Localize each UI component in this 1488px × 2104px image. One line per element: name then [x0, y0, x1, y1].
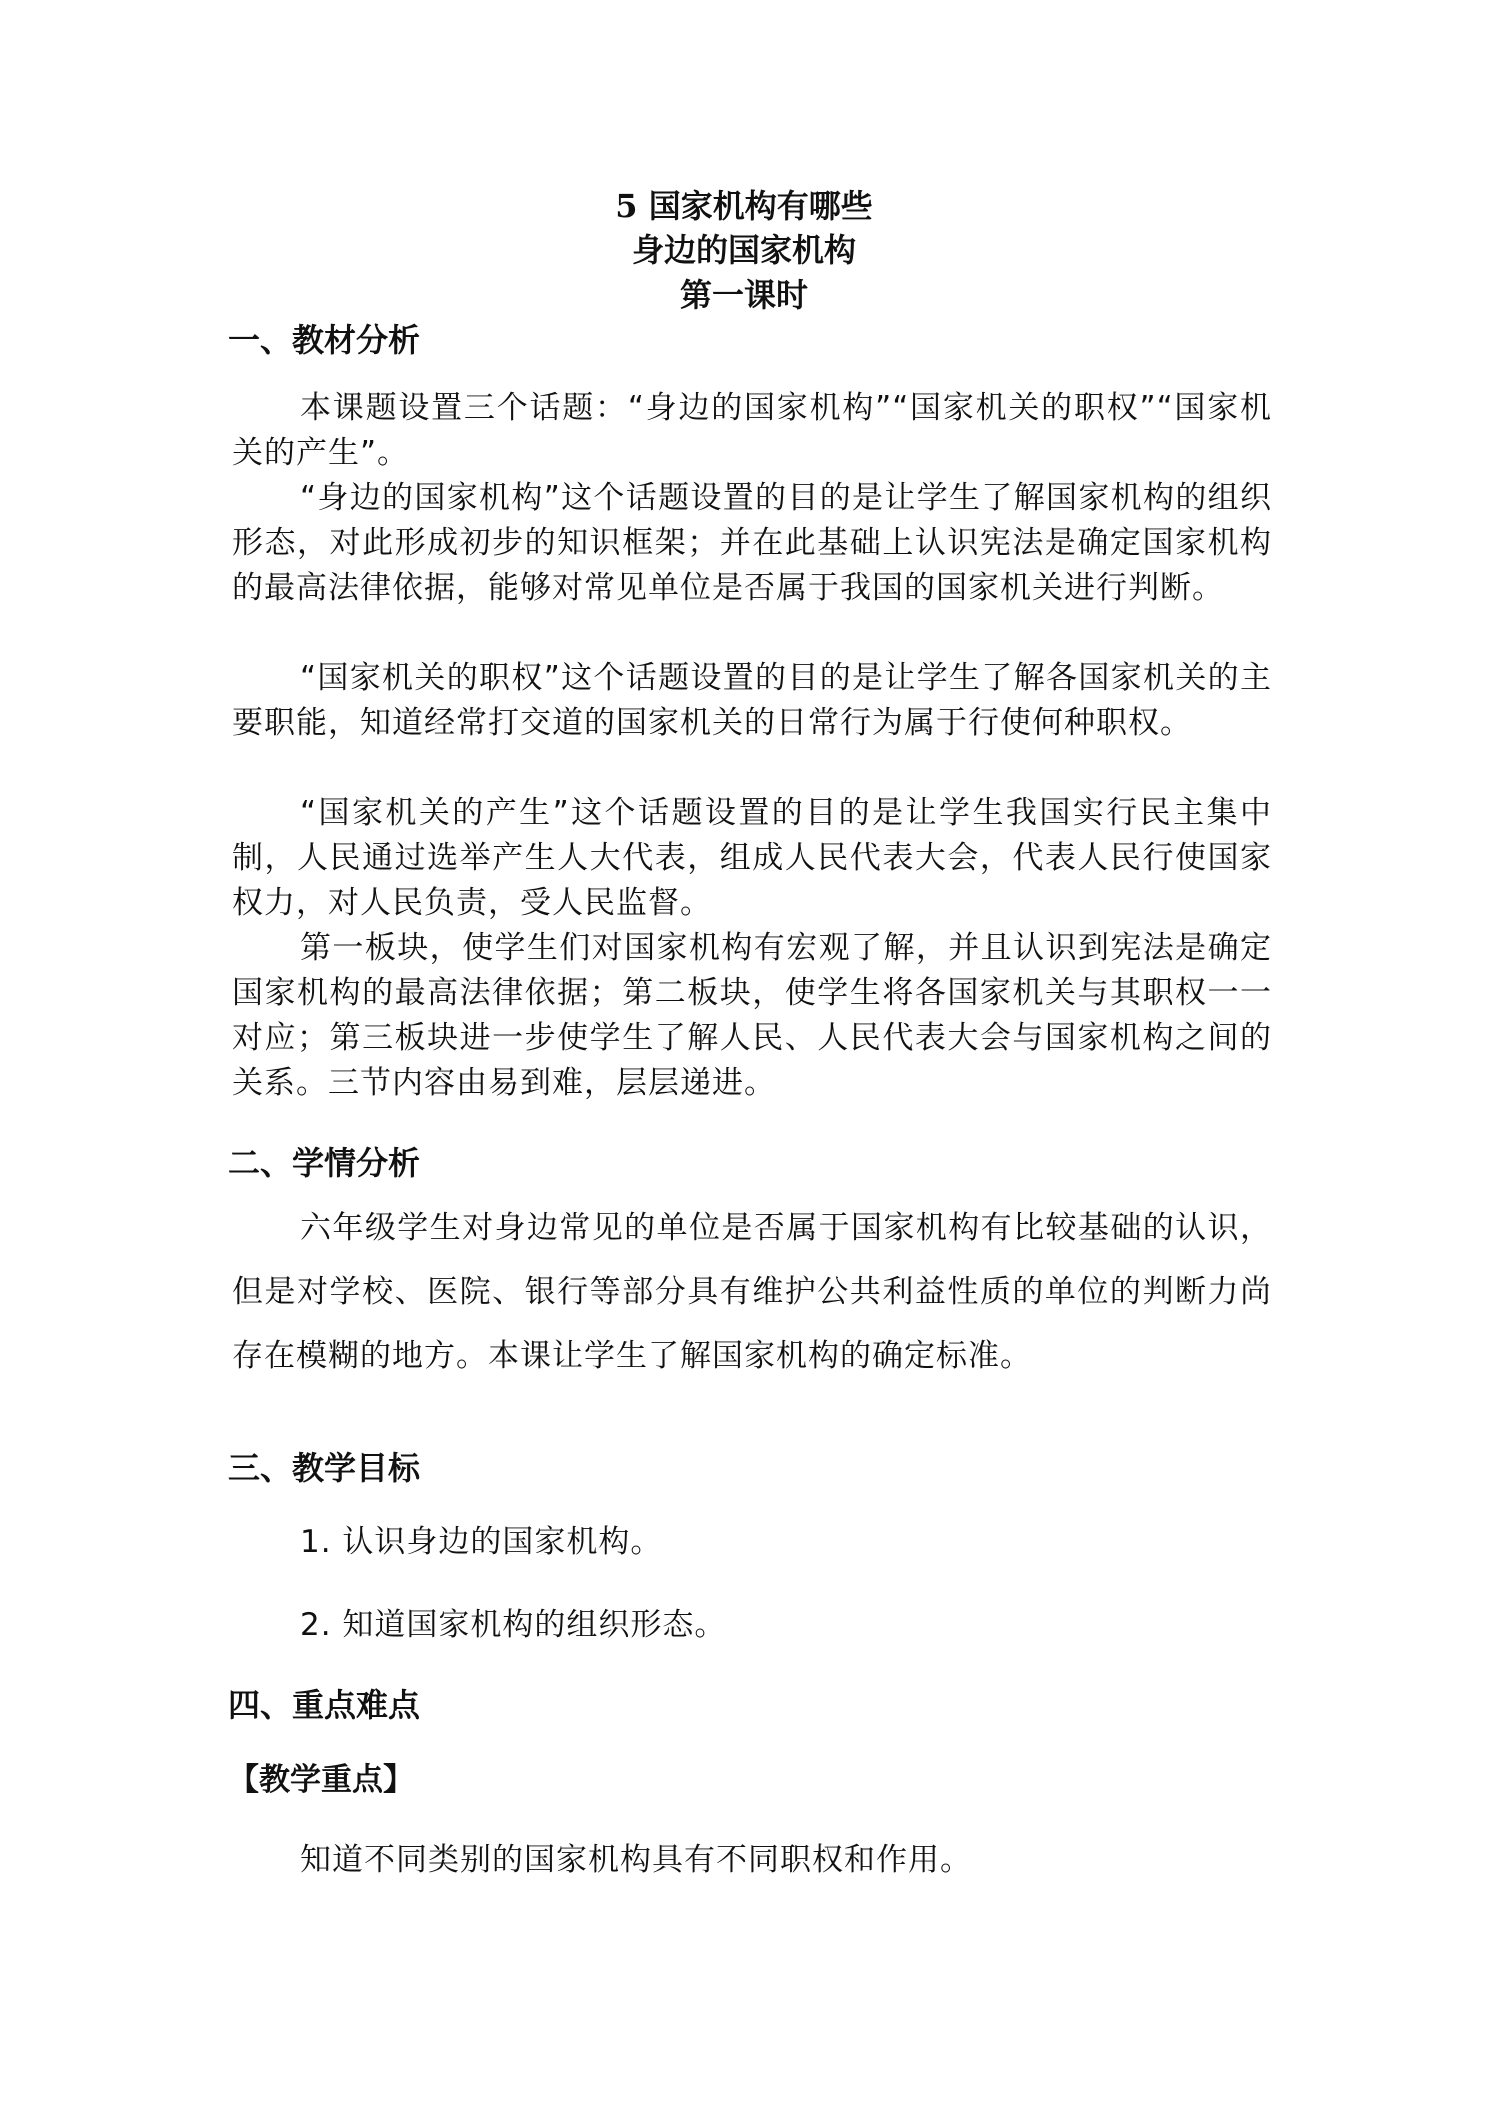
- subheading-teaching-focus: 【教学重点】: [228, 1762, 414, 1798]
- section-heading-textbook-analysis: 一、教材分析: [228, 321, 421, 359]
- paragraph-student-analysis: 六年级学生对身边常见的单位是否属于国家机构有比较基础的认识，但是对学校、医院、银行等部分具有维护公共利益性质的单位的判断力尚存在模糊的地方。本课让学生了解国家机构的确定标准。: [232, 1210, 1272, 1374]
- section-heading-objectives: 三、教学目标: [228, 1449, 421, 1487]
- lesson-period: 第一课时: [679, 276, 808, 314]
- paragraph-topic-institutions: “身边的国家机构”这个话题设置的目的是让学生了解国家机构的组织形态，对此形成初步的知识框架；并在此基础上认识宪法是确定国家机构的最高法律依据，能够对常见单位是否属于我国的国家机关进行判断。: [232, 480, 1272, 606]
- paragraph-teaching-focus: 知道不同类别的国家机构具有不同职权和作用。: [300, 1842, 972, 1878]
- section-heading-student-analysis: 二、学情分析: [228, 1144, 421, 1182]
- document-title: 5 国家机构有哪些: [615, 187, 873, 225]
- paragraph-topics: 本课题设置三个话题：“身边的国家机构”“国家机关的职权”“国家机关的产生”。: [232, 390, 1272, 471]
- objective-item: 2. 知道国家机构的组织形态。: [300, 1607, 727, 1643]
- paragraph-topic-formation: “国家机关的产生”这个话题设置的目的是让学生我国实行民主集中制，人民通过选举产生人大代表，组成人民代表大会，代表人民行使国家权力，对人民负责，受人民监督。: [232, 795, 1272, 921]
- document-subtitle: 身边的国家机构: [631, 231, 856, 269]
- paragraph-topic-powers: “国家机关的职权”这个话题设置的目的是让学生了解各国家机关的主要职能，知道经常打交道的国家机关的日常行为属于行使何种职权。: [232, 660, 1272, 741]
- objective-item: 1. 认识身边的国家机构。: [300, 1524, 663, 1560]
- paragraph-modules: 第一板块，使学生们对国家机构有宏观了解，并且认识到宪法是确定国家机构的最高法律依据；第二板块，使学生将各国家机关与其职权一一对应；第三板块进一步使学生了解人民、人民代表大会与国家机构之间的关系。三节内容由易到难，层层递进。: [232, 930, 1272, 1101]
- section-heading-key-points: 四、重点难点: [228, 1686, 421, 1724]
